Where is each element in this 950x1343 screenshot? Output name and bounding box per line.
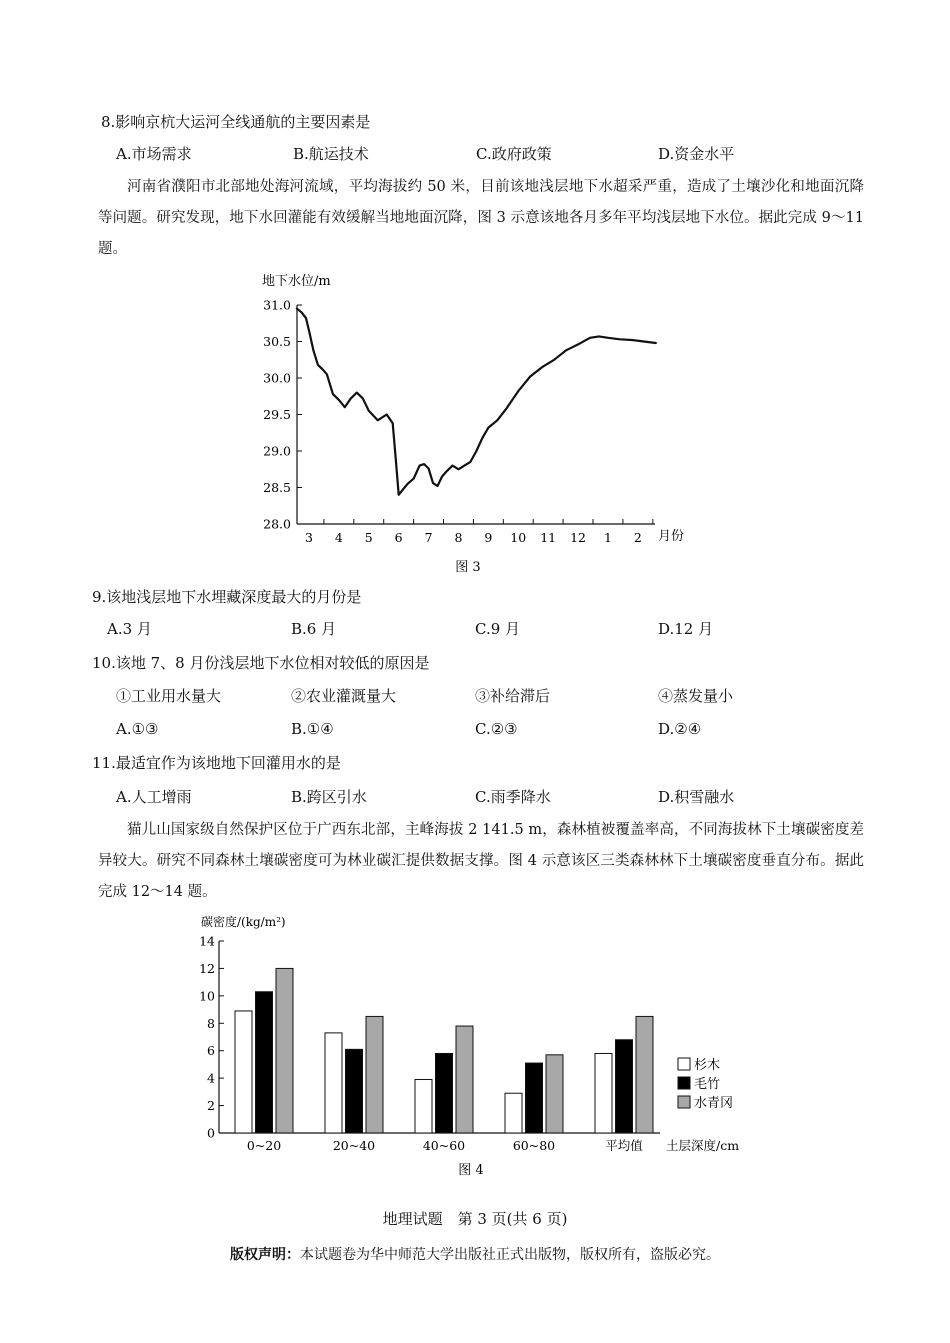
chart4-x-tick-label: 60~80 xyxy=(512,1138,556,1153)
chart3-y-tick-label: 29.5 xyxy=(263,407,291,422)
chart3-x-tick-label: 12 xyxy=(570,530,587,545)
passage-soil-carbon: 猫儿山国家级自然保护区位于广西东北部，主峰海拔 2 141.5 m，森林植被覆盖率高，不同海拔林下土壤碳密度差异较大。研究不同森林土壤碳密度可为林业碳汇提供数据支撑。图 4 示意该区三类森林林下土壤碳密度垂直分布。据此完成 12～14 题。 xyxy=(98,822,864,900)
q10-stem: 10.该地 7、8 月份浅层地下水位相对较低的原因是 xyxy=(92,654,430,672)
chart4-bar-3-3 xyxy=(456,1026,473,1133)
q10-choice-2: ②农业灌溉量大 xyxy=(291,687,397,705)
chart3-y-tick-label: 28.5 xyxy=(263,480,291,495)
q9-option-d: D.12 月 xyxy=(658,620,714,638)
chart3-x-tick-label: 2 xyxy=(633,530,642,545)
chart3-caption: 图 3 xyxy=(455,560,481,575)
chart4-y-tick-label: 4 xyxy=(207,1070,215,1086)
q9-option-b: B.6 月 xyxy=(291,620,337,638)
chart4-bar-3-2 xyxy=(366,1016,383,1133)
chart4-y-tick-label: 2 xyxy=(207,1098,215,1114)
q11-stem: 11.最适宜作为该地地下回灌用水的是 xyxy=(92,754,341,772)
chart3-x-tick-label: 1 xyxy=(603,530,612,545)
chart3-series-line xyxy=(297,309,656,495)
chart4-y-tick-label: 6 xyxy=(207,1043,215,1059)
chart4-y-tick-label: 14 xyxy=(199,933,215,949)
q8-option-a: A.市场需求 xyxy=(116,145,192,163)
passage-groundwater: 河南省濮阳市北部地处海河流域，平均海拔约 50 米，目前该地浅层地下水超采严重，造成了土壤沙化和地面沉降等问题。研究发现，地下水回灌能有效缓解当地地面沉降，图 3 示意该地各月多年平均浅层地下水位。据此完成 9～11 题。 xyxy=(98,179,864,257)
chart4-bar-1-3 xyxy=(415,1080,432,1133)
figure-4-carbon-density-chart xyxy=(0,910,950,1180)
q11-option-c: C.雨季降水 xyxy=(475,788,551,806)
q11-option-b: B.跨区引水 xyxy=(291,788,367,806)
chart3-x-tick-label: 7 xyxy=(424,530,433,545)
chart3-x-tick-label: 8 xyxy=(454,530,463,545)
chart3-x-tick-label: 6 xyxy=(394,530,403,545)
chart4-x-tick-label: 20~40 xyxy=(332,1138,376,1153)
chart3-y-tick-label: 31.0 xyxy=(263,297,291,313)
chart4-caption: 图 4 xyxy=(458,1163,484,1178)
chart4-bar-3-5 xyxy=(636,1016,653,1133)
chart4-bar-3-1 xyxy=(276,968,293,1133)
chart3-x-tick-label: 3 xyxy=(304,530,313,545)
chart4-legend-label: 杉木 xyxy=(694,1058,721,1073)
chart4-legend-swatch xyxy=(678,1077,690,1089)
q10-choice-4: ④蒸发量小 xyxy=(658,687,734,705)
page-footer: 地理试题 第 3 页(共 6 页) xyxy=(382,1210,568,1228)
q11-option-a: A.人工增雨 xyxy=(116,788,192,806)
q9-option-c: C.9 月 xyxy=(475,620,521,638)
chart4-bar-2-5 xyxy=(616,1040,633,1133)
chart4-legend-swatch xyxy=(678,1096,690,1108)
chart4-y-tick-label: 12 xyxy=(199,960,215,976)
copyright-label: 版权声明： xyxy=(230,1247,300,1263)
chart4-bar-2-1 xyxy=(256,992,273,1133)
chart4-y-tick-label: 0 xyxy=(207,1125,215,1141)
q11-option-d: D.积雪融水 xyxy=(658,788,735,806)
chart4-legend-label: 毛竹 xyxy=(694,1077,721,1092)
q9-stem: 9.该地浅层地下水埋藏深度最大的月份是 xyxy=(92,588,362,606)
chart4-y-tick-label: 8 xyxy=(207,1015,215,1031)
q10-option-c: C.②③ xyxy=(475,720,518,738)
q8-option-c: C.政府政策 xyxy=(476,145,552,163)
chart4-xlabel: 土层深度/cm xyxy=(666,1138,740,1153)
figure-3-groundwater-chart xyxy=(0,255,950,585)
chart3-y-tick-label: 30.5 xyxy=(263,334,291,349)
q9-option-a: A.3 月 xyxy=(107,620,152,638)
chart4-bar-1-4 xyxy=(505,1093,522,1133)
chart4-bar-1-5 xyxy=(595,1053,612,1133)
chart4-x-tick-label: 40~60 xyxy=(422,1138,466,1153)
chart3-y-tick-label: 28.0 xyxy=(263,516,291,532)
q10-choice-3: ③补给滞后 xyxy=(475,687,551,705)
copyright-text: 本试题卷为华中师范大学出版社正式出版物，版权所有，盗版必究。 xyxy=(300,1247,720,1263)
chart4-legend-label: 水青冈 xyxy=(694,1096,734,1111)
q10-choice-1: ①工业用水量大 xyxy=(116,687,222,705)
chart3-y-tick-label: 30.0 xyxy=(263,370,291,386)
q10-option-d: D.②④ xyxy=(658,720,702,738)
chart3-ylabel: 地下水位/m xyxy=(262,274,331,289)
chart4-bar-2-4 xyxy=(526,1063,543,1133)
chart4-bar-3-4 xyxy=(546,1055,563,1133)
chart4-bar-1-2 xyxy=(325,1033,342,1133)
chart3-y-tick-label: 29.0 xyxy=(263,443,291,459)
chart3-x-tick-label: 9 xyxy=(484,530,493,545)
chart3-x-tick-label: 10 xyxy=(510,530,527,545)
chart4-x-tick-label: 平均值 xyxy=(605,1138,643,1153)
copyright-notice xyxy=(0,1244,950,1264)
chart4-bar-2-2 xyxy=(346,1049,363,1133)
chart3-x-tick-label: 11 xyxy=(540,530,557,545)
chart4-bar-1-1 xyxy=(235,1011,252,1133)
chart4-legend-swatch xyxy=(678,1058,690,1070)
q10-option-b: B.①④ xyxy=(291,720,334,738)
chart4-ylabel: 碳密度/(kg/m²) xyxy=(201,915,286,929)
q8-stem: 8.影响京杭大运河全线通航的主要因素是 xyxy=(101,113,371,131)
chart3-x-tick-label: 4 xyxy=(334,530,343,545)
chart4-bar-2-3 xyxy=(436,1053,453,1133)
chart4-x-tick-label: 0~20 xyxy=(246,1138,282,1153)
q8-option-d: D.资金水平 xyxy=(658,145,735,163)
chart4-y-tick-label: 10 xyxy=(199,988,215,1004)
q10-option-a: A.①③ xyxy=(116,720,159,738)
chart3-xlabel: 月份 xyxy=(658,529,685,544)
chart3-x-tick-label: 5 xyxy=(364,530,373,545)
q8-option-b: B.航运技术 xyxy=(293,145,369,163)
